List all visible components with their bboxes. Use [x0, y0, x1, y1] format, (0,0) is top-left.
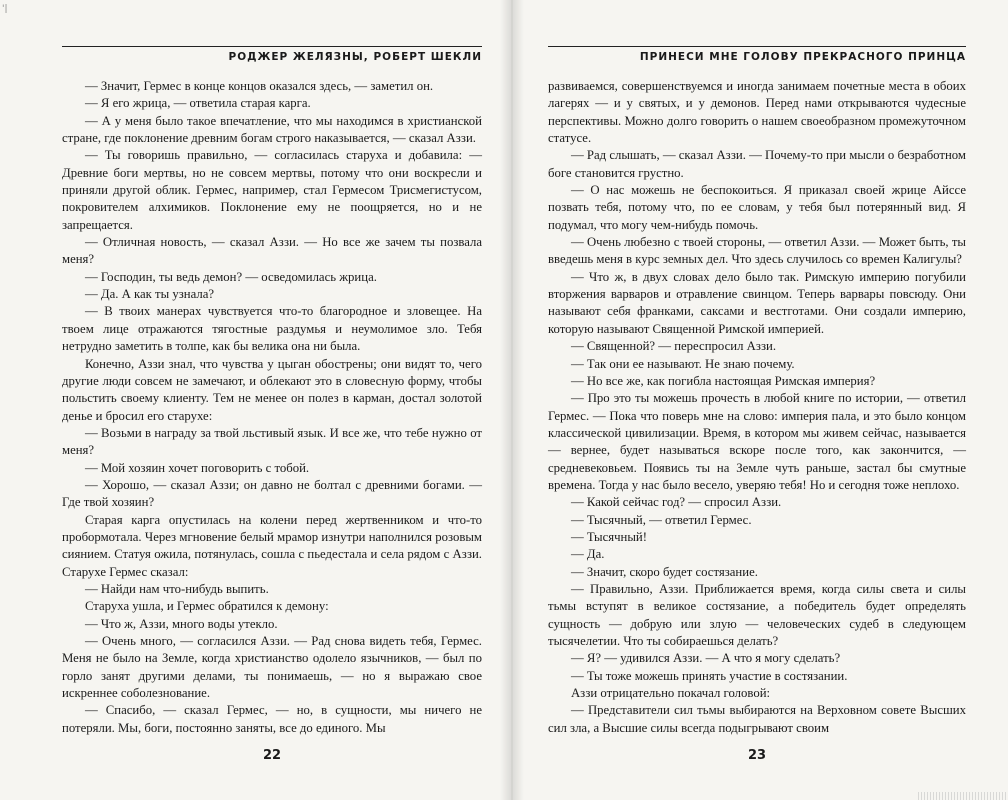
right-running-head: ПРИНЕСИ МНЕ ГОЛОВУ ПРЕКРАСНОГО ПРИНЦА: [548, 46, 966, 73]
paragraph: — Правильно, Аззи. Приближается время, когда силы света и силы тьмы вступят в великое состязание, а победитель будет определять сущность — добрую или злую — человеческих судеб в следующем тысячелетии. Что ты собираешься делать?: [548, 581, 966, 648]
paragraph: — О нас можешь не беспокоиться. Я приказал своей жрице Айссе позвать тебя, потому что, по ее словам, у тебя был потерянный вид. Я подумал, что могу чем-нибудь помочь.: [548, 183, 966, 232]
paragraph: — Но все же, как погибла настоящая Римская империя?: [570, 373, 876, 388]
paragraph: — Представители сил тьмы выбираются на Верховном совете Высших сил зла, а Высшие силы всегда подыгрывают своим: [548, 703, 966, 735]
paragraph: развиваемся, совершенствуемся и иногда занимаем почетные места в обоих лагерях — и у святых, и у демонов. Перед нами открываются чудесные перспективы. Можно долго говорить о нашем своеобразном промежуточном статусе.: [548, 79, 966, 146]
left-page-body: [62, 78, 482, 737]
paragraph: — Отличная новость, — сказал Аззи. — Но все же зачем ты позвала меня?: [62, 235, 482, 267]
left-page: [62, 0, 482, 800]
paragraph: — Очень любезно с твоей стороны, — ответил Аззи. — Может быть, ты введешь меня в курс земных дел. Что здесь случилось со времен Калигулы?: [548, 235, 966, 267]
paragraph: — Что ж, в двух словах дело было так. Римскую империю погубили вторжения варваров и отравление свинцом. Теперь варвары повсюду. Они называют себя франками, саксами и вестготами. Они создали империю, которую называют Священной Римской империей.: [548, 269, 966, 336]
paragraph: Аззи отрицательно покачал головой:: [570, 686, 771, 701]
paragraph: — Возьми в награду за твой льстивый язык. И все же, что тебе нужно от меня?: [62, 425, 482, 458]
paragraph: — Найди нам что-нибудь выпить.: [84, 581, 269, 596]
right-page-body: [548, 78, 966, 737]
paragraph: — Тысячный, — ответил Гермес.: [570, 512, 752, 527]
right-page: [548, 0, 966, 800]
paragraph: — Я? — удивился Аззи. — А что я могу сделать?: [570, 651, 841, 666]
paragraph: — Рад слышать, — сказал Аззи. — Почему-то при мысли о безработном боге становится грустно.: [548, 148, 966, 180]
paragraph: — Да. А как ты узнала?: [84, 287, 215, 302]
paragraph: — А у меня было такое впечатление, что мы находимся в христианской стране, где поклонение древним богам строго наказывается, — сказал Аззи.: [62, 113, 482, 146]
paragraph: — Ты тоже можешь принять участие в состязании.: [570, 668, 848, 683]
paragraph: — Тысячный!: [570, 529, 647, 544]
paragraph: — Что ж, Аззи, много воды утекло.: [84, 616, 278, 631]
paragraph: — Про это ты можешь прочесть в любой книге по истории, — ответил Гермес. — Пока что поверь мне на слово: империя пала, и это было концом классической цивилизации. Время, в котором мы живем сейчас, называется — вернее, будет называться вскоре после того, как закончится, — средневековьем. Появись ты на Земле чуть раньше, застал бы смутные времена. Тогда у нас было весело, уверяю тебя! Но и сегодня тоже неплохо.: [548, 391, 966, 492]
paragraph: — Господин, ты ведь демон? — осведомилась жрица.: [84, 269, 377, 284]
paragraph: — Хорошо, — сказал Аззи; он давно не болтал с древними богами. — Где твой хозяин?: [62, 477, 482, 510]
paragraph: — Я его жрица, — ответила старая карга.: [84, 96, 311, 111]
scan-corner-mark: '|: [2, 4, 8, 14]
paragraph: Старая карга опустилась на колени перед жертвенником и что-то пробормотала. Через мгновение белый мрамор изнутри наполнился розовым сиянием. Статуя ожила, потянулась, сошла с пьедестала и села рядом с Аззи. Старухе Гермес сказал:: [62, 512, 482, 579]
left-running-head: РОДЖЕР ЖЕЛЯЗНЫ, РОБЕРТ ШЕКЛИ: [62, 46, 482, 73]
scan-noise: [918, 792, 1008, 800]
paragraph: — Мой хозяин хочет поговорить с тобой.: [84, 460, 310, 475]
paragraph: — Ты говоришь правильно, — согласилась старуха и добавила: — Древние боги мертвы, но не совсем мертвы, потому что они воскресли и приняли другой облик. Гермес, например, стал Гермесом Трисмегистусом, покровителем алхимиков. Поклонение ему не поощряется, но и не запрещается.: [62, 148, 482, 232]
paragraph: — Да.: [570, 547, 605, 562]
paragraph: — Так они ее называют. Не знаю почему.: [570, 356, 795, 371]
paragraph: Старуха ушла, и Гермес обратился к демону:: [84, 599, 329, 614]
paragraph: — Значит, скоро будет состязание.: [570, 564, 758, 579]
paragraph: — Какой сейчас год? — спросил Аззи.: [570, 495, 782, 510]
paragraph: — Спасибо, — сказал Гермес, — но, в сущности, мы ничего не потеряли. Мы, боги, постоянно заняты, все до единого. Мы: [62, 703, 482, 735]
paragraph: — Священной? — переспросил Аззи.: [570, 339, 777, 354]
paragraph: — Значит, Гермес в конце концов оказался здесь, — заметил он.: [84, 79, 434, 93]
right-page-number: 23: [747, 748, 767, 763]
paragraph: Конечно, Аззи знал, что чувства у цыган обострены; они видят то, чего другие люди совсем не замечают, и облекают это в словесную форму, чтобы польстить своему клиенту. Тем не менее он полез в карман, достал золотой денье и бросил его старухе:: [62, 356, 482, 423]
paragraph: — Очень много, — согласился Аззи. — Рад снова видеть тебя, Гермес. Меня не было на Земле, когда христианство одолело язычников, — был по горло занят другими делами, ты понимаешь, — но я выражаю свое искреннее соболезнование.: [62, 634, 482, 701]
paragraph: — В твоих манерах чувствуется что-то благородное и зловещее. На твоем лице отражаются тягостные раздумья и неумолимое зло. Тебя нетрудно заметить в толпе, как бы велика она ни была.: [62, 304, 482, 354]
left-page-number: 22: [262, 748, 282, 763]
book-gutter: [500, 0, 524, 800]
